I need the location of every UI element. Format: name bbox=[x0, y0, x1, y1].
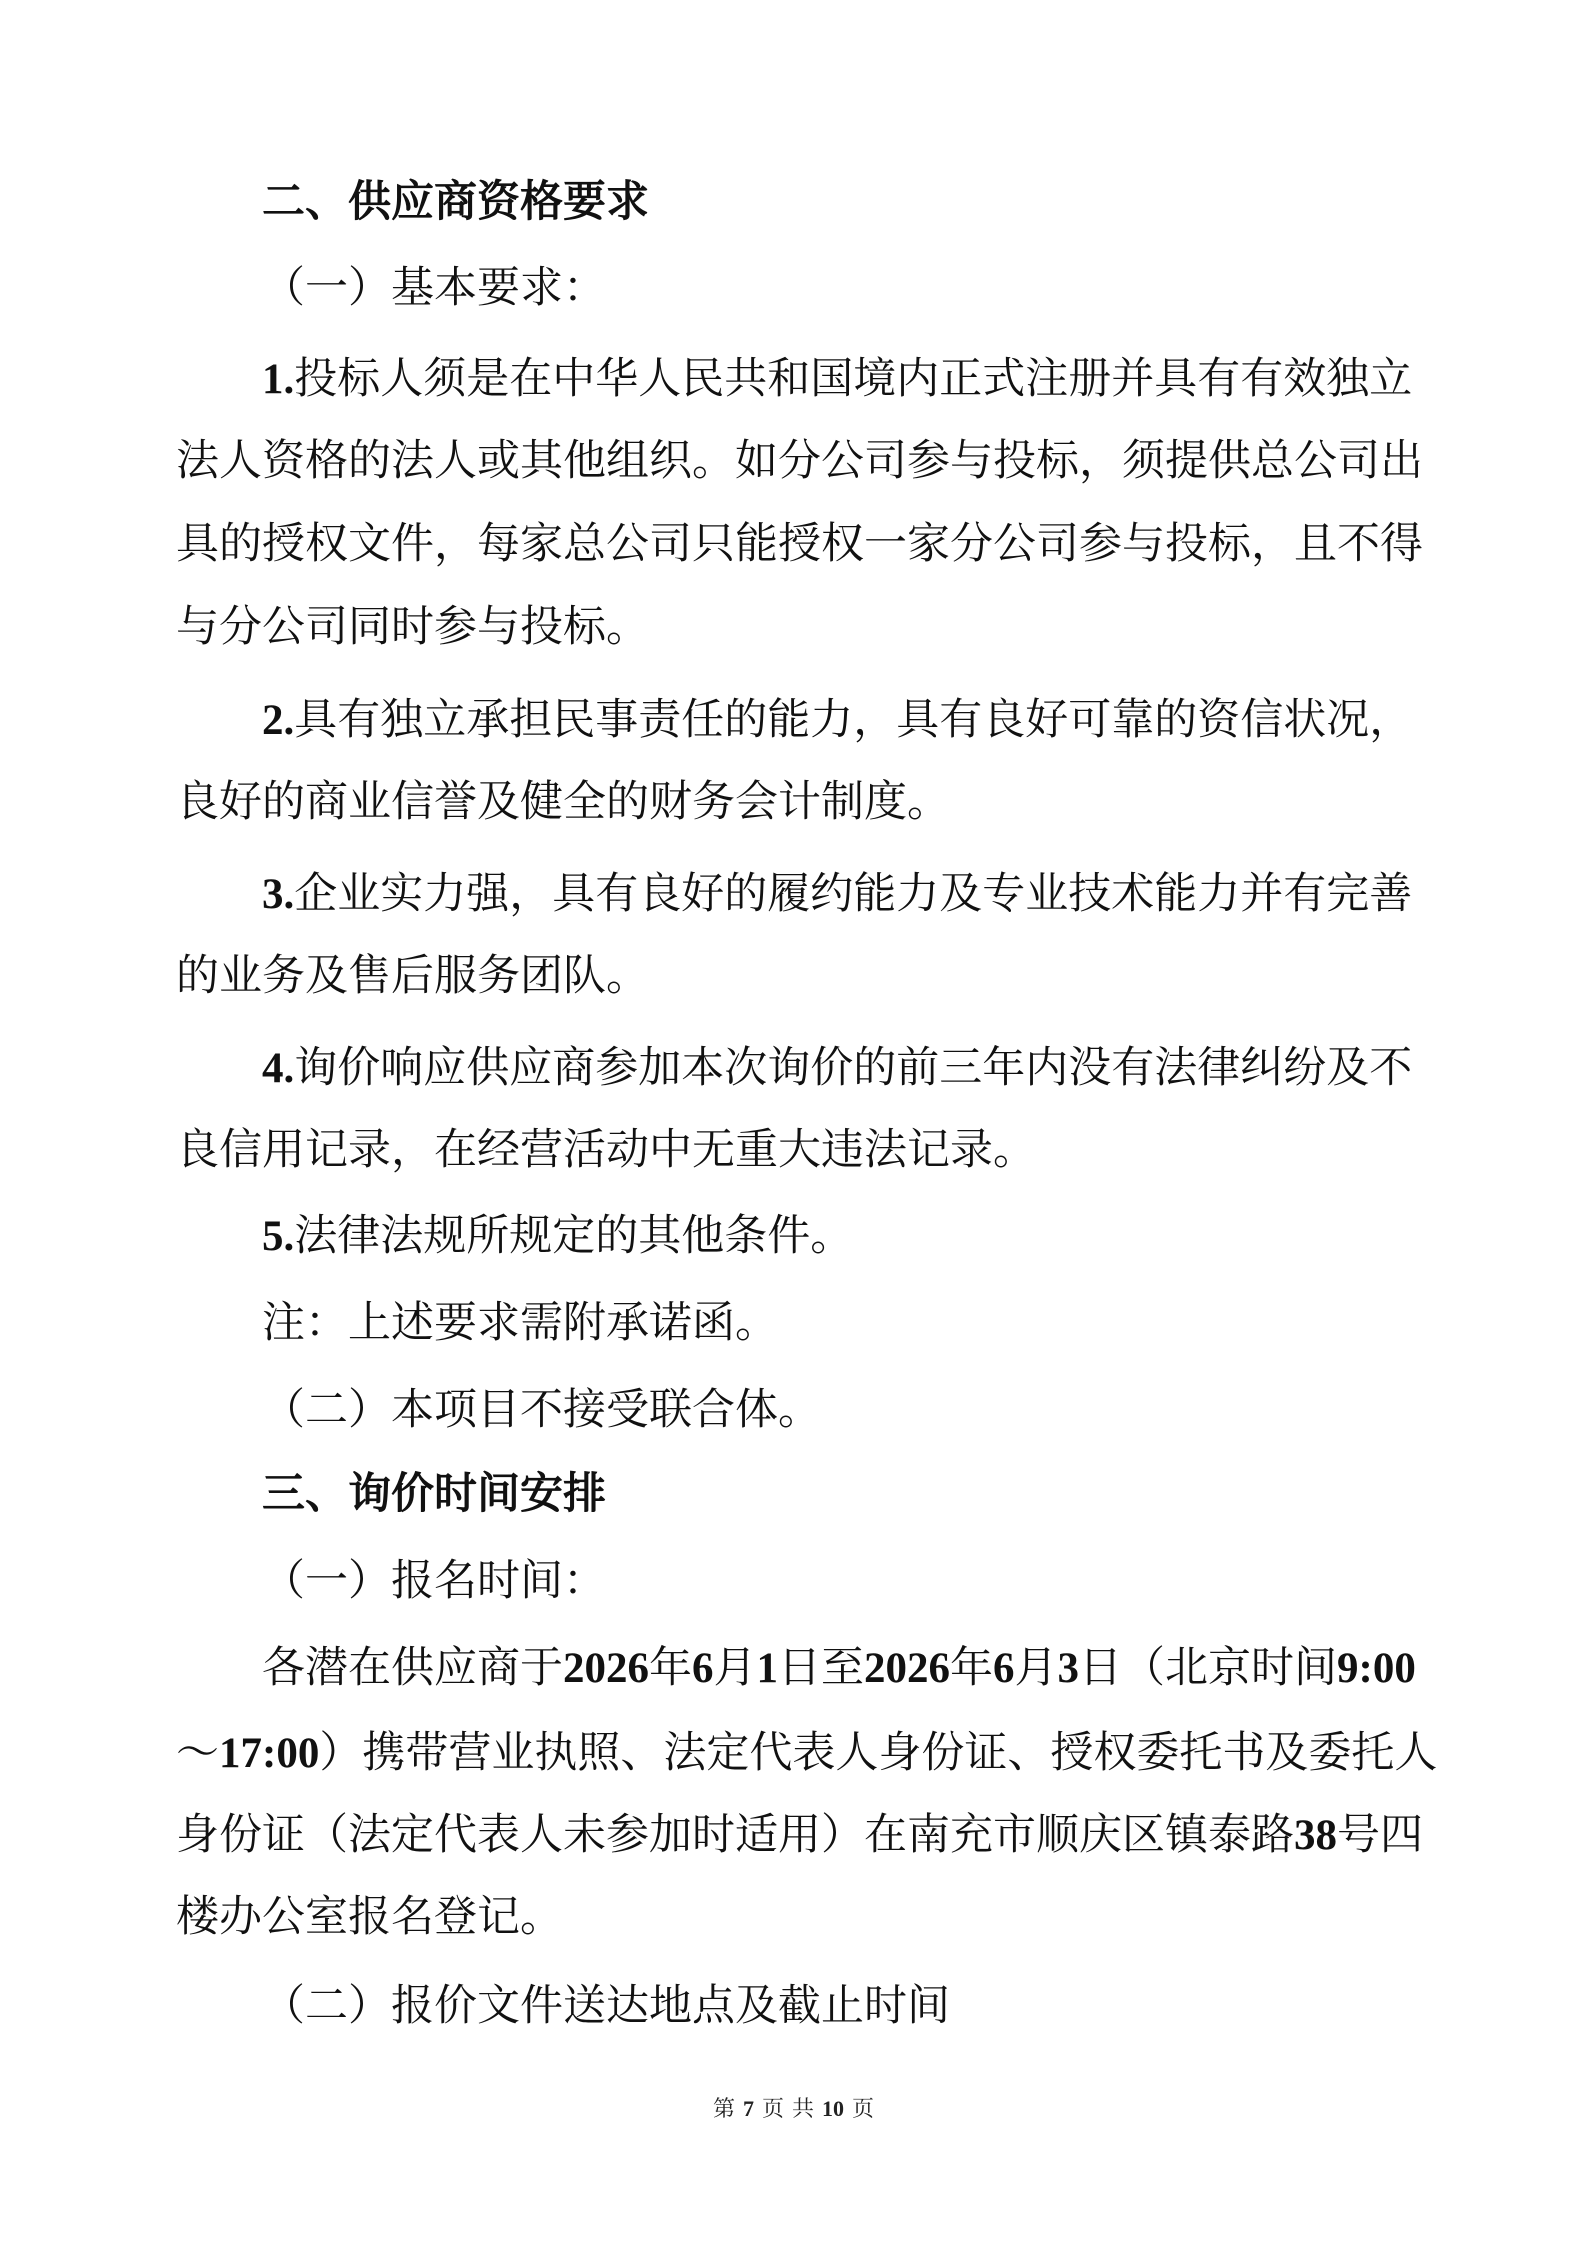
registration-paragraph-line-3 bbox=[176, 1805, 1423, 1866]
item-1-number: 1. bbox=[262, 356, 295, 403]
registration-paragraph-line-4: 楼办公室报名登记。 bbox=[176, 1892, 563, 1942]
item-5-line-1 bbox=[262, 1206, 853, 1267]
item-5-number: 5. bbox=[262, 1213, 295, 1260]
subheading-basic-requirements: （一）基本要求： bbox=[262, 263, 606, 313]
subheading-registration-time: （一）报名时间： bbox=[262, 1556, 606, 1606]
item-3-number: 3. bbox=[262, 871, 295, 918]
registration-start-year: 2026 bbox=[563, 1645, 649, 1692]
registration-end-day: 3 bbox=[1057, 1645, 1079, 1692]
footer-text: 页 bbox=[852, 2097, 875, 2122]
registration-end-year: 2026 bbox=[864, 1645, 950, 1692]
item-3-text: 企业实力强，具有良好的履约能力及专业技术能力并有完善 bbox=[294, 869, 1413, 919]
item-4-line-2: 良信用记录，在经营活动中无重大违法记录。 bbox=[176, 1125, 1036, 1175]
current-page-number: 7 bbox=[742, 2096, 754, 2121]
para-text: ～ bbox=[176, 1728, 219, 1778]
para-text: 身份证（法定代表人未参加时适用）在南充市顺庆区镇泰路 bbox=[176, 1810, 1294, 1860]
para-text: 年 bbox=[649, 1643, 692, 1693]
registration-start-day: 1 bbox=[756, 1645, 778, 1692]
item-4-text: 询价响应供应商参加本次询价的前三年内没有法律纠纷及不 bbox=[294, 1043, 1413, 1093]
item-2-text: 具有独立承担民事责任的能力，具有良好可靠的资信状况， bbox=[294, 695, 1413, 745]
registration-end-hour: 17:00 bbox=[219, 1730, 320, 1777]
item-3-line-1 bbox=[262, 864, 1412, 925]
note-commitment-letter: 注：上述要求需附承诺函。 bbox=[262, 1298, 778, 1348]
item-3-line-2: 的业务及售后服务团队。 bbox=[176, 951, 649, 1001]
para-text: 月 bbox=[1014, 1643, 1058, 1693]
page-footer bbox=[0, 2094, 1587, 2125]
item-1-line-4: 与分公司同时参与投标。 bbox=[176, 602, 649, 652]
footer-text: 共 bbox=[792, 2097, 815, 2122]
item-1-line-2: 法人资格的法人或其他组织。如分公司参与投标，须提供总公司出 bbox=[176, 436, 1423, 486]
item-2-line-1 bbox=[262, 690, 1412, 751]
item-4-number: 4. bbox=[262, 1045, 295, 1092]
para-text: 月 bbox=[713, 1643, 757, 1693]
footer-text: 第 bbox=[712, 2097, 735, 2122]
registration-start-hour: 9:00 bbox=[1337, 1645, 1416, 1692]
registration-paragraph-line-2 bbox=[176, 1723, 1437, 1784]
para-text: 日（北京时间 bbox=[1079, 1643, 1337, 1693]
registration-paragraph-line-1 bbox=[262, 1638, 1416, 1699]
para-text: 号四 bbox=[1337, 1810, 1423, 1860]
item-1-text: 投标人须是在中华人民共和国境内正式注册并具有有效独立 bbox=[294, 354, 1413, 404]
registration-start-month: 6 bbox=[692, 1645, 714, 1692]
subheading-no-consortium: （二）本项目不接受联合体。 bbox=[262, 1385, 821, 1435]
section-heading-qualifications: 二、供应商资格要求 bbox=[262, 177, 649, 227]
item-1-line-1 bbox=[262, 349, 1412, 410]
footer-text: 页 bbox=[761, 2097, 784, 2122]
registration-end-month: 6 bbox=[993, 1645, 1015, 1692]
item-5-text: 法律法规所规定的其他条件。 bbox=[294, 1211, 854, 1261]
item-2-number: 2. bbox=[262, 697, 295, 744]
para-text: 各潜在供应商于 bbox=[262, 1643, 563, 1693]
subheading-submission-deadline: （二）报价文件送达地点及截止时间 bbox=[262, 1981, 950, 2031]
item-2-line-2: 良好的商业信誉及健全的财务会计制度。 bbox=[176, 777, 950, 827]
section-heading-schedule: 三、询价时间安排 bbox=[262, 1469, 606, 1519]
para-text: 年 bbox=[950, 1643, 993, 1693]
para-text: 日至 bbox=[778, 1643, 864, 1693]
item-1-line-3: 具的授权文件，每家总公司只能授权一家分公司参与投标，且不得 bbox=[176, 519, 1423, 569]
address-number: 38 bbox=[1294, 1812, 1337, 1859]
item-4-line-1 bbox=[262, 1038, 1412, 1099]
para-text: ）携带营业执照、法定代表人身份证、授权委托书及委托人 bbox=[319, 1728, 1438, 1778]
total-page-count: 10 bbox=[822, 2096, 845, 2121]
